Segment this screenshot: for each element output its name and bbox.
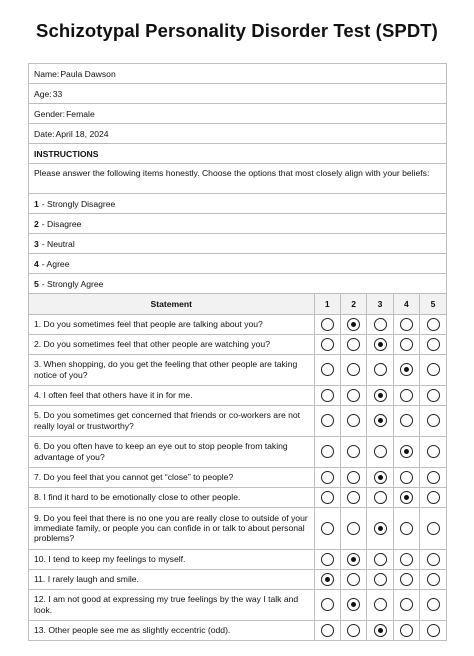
option-cell bbox=[367, 620, 393, 640]
radio-selected[interactable] bbox=[400, 491, 413, 504]
radio-option[interactable] bbox=[400, 338, 413, 351]
scale-item bbox=[29, 274, 446, 294]
option-cell bbox=[314, 314, 340, 334]
scale-number: 2 bbox=[34, 218, 39, 229]
radio-option[interactable] bbox=[400, 318, 413, 331]
radio-selected[interactable] bbox=[400, 363, 413, 376]
option-cell bbox=[314, 385, 340, 405]
test-form bbox=[28, 63, 447, 641]
page-title: Schizotypal Personality Disorder Test (SPDT) bbox=[36, 20, 438, 41]
radio-selected[interactable] bbox=[321, 573, 334, 586]
radio-option[interactable] bbox=[321, 491, 334, 504]
option-cell bbox=[340, 385, 366, 405]
scale-number: 5 bbox=[34, 278, 39, 289]
radio-option[interactable] bbox=[321, 414, 334, 427]
scale-label: - Strongly Agree bbox=[41, 278, 104, 289]
gender-value: Female bbox=[66, 108, 95, 119]
option-cell bbox=[314, 620, 340, 640]
radio-option[interactable] bbox=[321, 522, 334, 535]
radio-option[interactable] bbox=[400, 522, 413, 535]
option-cell bbox=[420, 507, 446, 549]
radio-option[interactable] bbox=[347, 491, 360, 504]
option-cell bbox=[367, 589, 393, 620]
option-cell bbox=[393, 405, 419, 436]
option-cell bbox=[367, 487, 393, 507]
statement-text: 8. I find it hard to be emotionally close to other people. bbox=[29, 487, 314, 507]
option-cell bbox=[420, 467, 446, 487]
option-cell bbox=[420, 569, 446, 589]
option-cell bbox=[393, 385, 419, 405]
statement-text: 12. I am not good at expressing my true feelings by the way I talk and look. bbox=[29, 589, 314, 620]
option-cell bbox=[340, 507, 366, 549]
radio-option[interactable] bbox=[374, 363, 387, 376]
statement-text: 3. When shopping, do you get the feeling that other people are taking notice of you? bbox=[29, 354, 314, 385]
option-cell bbox=[314, 569, 340, 589]
option-cell bbox=[420, 549, 446, 569]
statement-text: 10. I tend to keep my feelings to myself. bbox=[29, 549, 314, 569]
option-cell bbox=[393, 467, 419, 487]
option-cell bbox=[340, 314, 366, 334]
option-cell bbox=[314, 549, 340, 569]
radio-option[interactable] bbox=[427, 598, 440, 611]
option-cell bbox=[420, 405, 446, 436]
age-row bbox=[29, 84, 446, 104]
scale-number: 3 bbox=[34, 238, 39, 249]
radio-option[interactable] bbox=[321, 471, 334, 484]
radio-option[interactable] bbox=[427, 522, 440, 535]
radio-option[interactable] bbox=[400, 553, 413, 566]
scale-item bbox=[29, 194, 446, 214]
gender-row bbox=[29, 104, 446, 124]
statement-row bbox=[29, 314, 446, 334]
option-cell bbox=[314, 354, 340, 385]
radio-option[interactable] bbox=[321, 445, 334, 458]
statement-row bbox=[29, 589, 446, 620]
radio-option[interactable] bbox=[374, 318, 387, 331]
option-cell bbox=[314, 436, 340, 467]
radio-option[interactable] bbox=[347, 624, 360, 637]
radio-option[interactable] bbox=[400, 414, 413, 427]
option-cell bbox=[367, 385, 393, 405]
radio-option[interactable] bbox=[347, 471, 360, 484]
option-cell bbox=[420, 334, 446, 354]
radio-selected[interactable] bbox=[347, 598, 360, 611]
scale-label: - Disagree bbox=[41, 218, 82, 229]
radio-option[interactable] bbox=[374, 445, 387, 458]
option-cell bbox=[393, 436, 419, 467]
radio-option[interactable] bbox=[427, 389, 440, 402]
radio-selected[interactable] bbox=[400, 445, 413, 458]
option-cell bbox=[314, 334, 340, 354]
radio-option[interactable] bbox=[347, 338, 360, 351]
radio-option[interactable] bbox=[321, 598, 334, 611]
statement-text: 1. Do you sometimes feel that people are talking about you? bbox=[29, 314, 314, 334]
radio-option[interactable] bbox=[374, 553, 387, 566]
option-cell bbox=[314, 507, 340, 549]
age-value: 33 bbox=[52, 88, 63, 99]
instructions-heading: INSTRUCTIONS bbox=[29, 144, 446, 164]
option-header: 3 bbox=[367, 294, 393, 314]
option-cell bbox=[367, 467, 393, 487]
scale-label: - Strongly Disagree bbox=[41, 198, 116, 209]
scale-item bbox=[29, 234, 446, 254]
radio-option[interactable] bbox=[427, 624, 440, 637]
radio-option[interactable] bbox=[321, 318, 334, 331]
radio-selected[interactable] bbox=[374, 338, 387, 351]
option-cell bbox=[420, 354, 446, 385]
name-value: Paula Dawson bbox=[60, 68, 116, 79]
option-cell bbox=[340, 354, 366, 385]
option-cell bbox=[367, 334, 393, 354]
radio-option[interactable] bbox=[321, 553, 334, 566]
name-row bbox=[29, 64, 446, 84]
option-cell bbox=[314, 467, 340, 487]
radio-option[interactable] bbox=[347, 522, 360, 535]
option-cell bbox=[393, 569, 419, 589]
radio-option[interactable] bbox=[347, 414, 360, 427]
radio-option[interactable] bbox=[427, 338, 440, 351]
radio-option[interactable] bbox=[427, 414, 440, 427]
option-cell bbox=[393, 507, 419, 549]
radio-option[interactable] bbox=[347, 445, 360, 458]
statement-text: 4. I often feel that others have it in for me. bbox=[29, 385, 314, 405]
statement-text: 6. Do you often have to keep an eye out to stop people from taking advantage of you? bbox=[29, 436, 314, 467]
option-cell bbox=[420, 436, 446, 467]
option-cell bbox=[314, 589, 340, 620]
date-row bbox=[29, 124, 446, 144]
radio-selected[interactable] bbox=[347, 553, 360, 566]
date-value: April 18, 2024 bbox=[55, 128, 109, 139]
option-cell bbox=[340, 487, 366, 507]
radio-option[interactable] bbox=[321, 624, 334, 637]
option-cell bbox=[314, 405, 340, 436]
option-cell bbox=[340, 467, 366, 487]
statement-row bbox=[29, 487, 446, 507]
radio-option[interactable] bbox=[427, 363, 440, 376]
radio-option[interactable] bbox=[427, 491, 440, 504]
option-cell bbox=[420, 487, 446, 507]
statement-row bbox=[29, 467, 446, 487]
scale-item bbox=[29, 254, 446, 274]
radio-option[interactable] bbox=[400, 471, 413, 484]
statement-row bbox=[29, 436, 446, 467]
option-cell bbox=[420, 314, 446, 334]
scale-number: 4 bbox=[34, 258, 39, 269]
radio-option[interactable] bbox=[321, 389, 334, 402]
statement-row bbox=[29, 385, 446, 405]
radio-selected[interactable] bbox=[347, 318, 360, 331]
option-cell bbox=[393, 487, 419, 507]
option-cell bbox=[367, 569, 393, 589]
statement-row bbox=[29, 405, 446, 436]
option-cell bbox=[314, 487, 340, 507]
radio-selected[interactable] bbox=[374, 389, 387, 402]
radio-option[interactable] bbox=[374, 573, 387, 586]
statement-header: Statement bbox=[29, 294, 314, 314]
radio-selected[interactable] bbox=[374, 414, 387, 427]
option-cell bbox=[367, 354, 393, 385]
option-cell bbox=[393, 354, 419, 385]
option-cell bbox=[367, 405, 393, 436]
radio-option[interactable] bbox=[427, 318, 440, 331]
statement-text: 13. Other people see me as slightly eccentric (odd). bbox=[34, 625, 231, 636]
option-cell bbox=[340, 569, 366, 589]
option-cell bbox=[340, 334, 366, 354]
option-cell bbox=[340, 405, 366, 436]
statement-row bbox=[29, 549, 446, 569]
option-cell bbox=[367, 507, 393, 549]
option-cell bbox=[393, 334, 419, 354]
scale-label: - Agree bbox=[41, 258, 70, 269]
option-cell bbox=[393, 620, 419, 640]
radio-option[interactable] bbox=[374, 598, 387, 611]
radio-option[interactable] bbox=[427, 573, 440, 586]
option-header: 4 bbox=[393, 294, 419, 314]
radio-option[interactable] bbox=[400, 389, 413, 402]
statement-row bbox=[29, 620, 446, 640]
radio-selected[interactable] bbox=[374, 624, 387, 637]
radio-option[interactable] bbox=[347, 363, 360, 376]
radio-option[interactable] bbox=[400, 573, 413, 586]
option-header: 5 bbox=[420, 294, 446, 314]
option-cell bbox=[367, 549, 393, 569]
statement-row bbox=[29, 354, 446, 385]
option-cell bbox=[420, 385, 446, 405]
age-label: Age: bbox=[34, 88, 52, 99]
statement-text: 11. I rarely laugh and smile. bbox=[29, 569, 314, 589]
option-cell bbox=[420, 589, 446, 620]
option-cell bbox=[340, 589, 366, 620]
option-cell bbox=[393, 589, 419, 620]
option-header: 2 bbox=[340, 294, 366, 314]
scale-number: 1 bbox=[34, 198, 39, 209]
radio-option[interactable] bbox=[347, 573, 360, 586]
radio-option[interactable] bbox=[427, 471, 440, 484]
statement-row bbox=[29, 334, 446, 354]
radio-option[interactable] bbox=[427, 445, 440, 458]
scale-item bbox=[29, 214, 446, 234]
statement-table bbox=[29, 294, 446, 640]
radio-option[interactable] bbox=[400, 598, 413, 611]
statement-text: 9. Do you feel that there is no one you are really close to outside of your immediate family, or people you can confide in or talk to about personal problems? bbox=[29, 507, 314, 549]
option-cell bbox=[393, 314, 419, 334]
radio-option[interactable] bbox=[427, 553, 440, 566]
option-cell bbox=[340, 549, 366, 569]
gender-label: Gender: bbox=[34, 108, 66, 119]
option-cell bbox=[367, 314, 393, 334]
scale-label: - Neutral bbox=[41, 238, 75, 249]
statement-text: 2. Do you sometimes feel that other people are watching you? bbox=[29, 334, 314, 354]
name-label: Name: bbox=[34, 68, 60, 79]
statement-text: 7. Do you feel that you cannot get “close” to people? bbox=[29, 467, 314, 487]
option-cell bbox=[340, 620, 366, 640]
radio-option[interactable] bbox=[374, 491, 387, 504]
radio-selected[interactable] bbox=[374, 471, 387, 484]
date-label: Date: bbox=[34, 128, 55, 139]
option-cell bbox=[393, 549, 419, 569]
statement-row bbox=[29, 569, 446, 589]
radio-selected[interactable] bbox=[374, 522, 387, 535]
radio-option[interactable] bbox=[321, 338, 334, 351]
option-cell bbox=[340, 436, 366, 467]
option-header: 1 bbox=[314, 294, 340, 314]
radio-option[interactable] bbox=[400, 624, 413, 637]
radio-option[interactable] bbox=[347, 389, 360, 402]
statement-text: 5. Do you sometimes get concerned that friends or co-workers are not really loyal or trustworthy? bbox=[29, 405, 314, 436]
option-cell bbox=[420, 620, 446, 640]
radio-option[interactable] bbox=[321, 363, 334, 376]
option-cell bbox=[367, 436, 393, 467]
instructions-text: Please answer the following items honestly. Choose the options that most closely align with your beliefs: bbox=[29, 164, 446, 194]
statement-row bbox=[29, 507, 446, 549]
